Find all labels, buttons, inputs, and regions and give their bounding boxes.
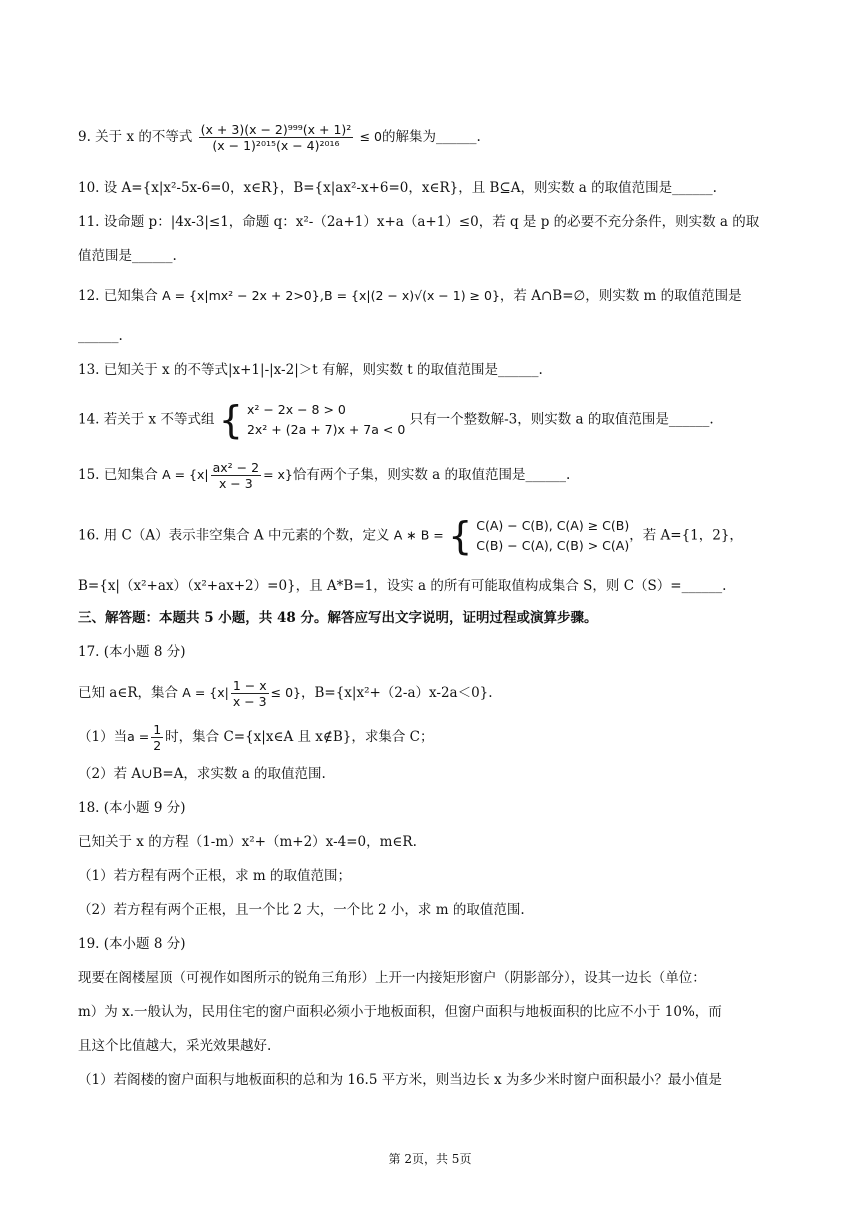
- fraction-numerator: 1 − x: [232, 678, 267, 693]
- fraction-denominator: 2: [153, 738, 162, 753]
- set-fraction: [231, 678, 269, 709]
- question-17-heading: 17. (本小题 8 分): [78, 644, 186, 660]
- question-14-tail: 只有一个整数解-3，则实数 a 的取值范围是______.: [409, 411, 714, 428]
- fraction-numerator: ax² − 2: [212, 460, 260, 475]
- set-prefix: A = {x|: [162, 467, 209, 482]
- fraction-numerator: 1: [153, 722, 162, 737]
- question-16-tail: ，若 A={1，2}，: [629, 527, 743, 544]
- question-9-tail: 的解集为______.: [382, 129, 481, 145]
- question-17-condition: [78, 678, 493, 709]
- question-10: 10. 设 A={x|x²-5x-6=0，x∈R}，B={x|ax²-x+6=0，x∈R}，且 B⊆A，则实数 a 的取值范围是______.: [78, 180, 717, 196]
- question-16-line-2: B={x|（x²+ax）（x²+ax+2）=0}，且 A*B=1，设实 a 的所有可能取值构成集合 S，则 C（S）=______.: [78, 578, 727, 594]
- question-17-part-2: （2）若 A∪B=A，求实数 a 的取值范围.: [78, 766, 326, 782]
- set-suffix: ≤ 0}: [270, 685, 301, 700]
- question-17-part-1: [78, 722, 434, 753]
- question-12-line-2: ______.: [78, 328, 123, 344]
- question-9-stem: 9. 关于 x 的不等式: [78, 129, 193, 145]
- inequality-row-1: x² − 2x − 8 > 0: [246, 402, 346, 417]
- question-13: 13. 已知关于 x 的不等式|x+1|-|x-2|＞t 有解，则实数 t 的取值范围是______.: [78, 362, 543, 378]
- question-15-stem: 15. 已知集合: [78, 467, 163, 483]
- condition-tail: ，B={x|x²+（2-a）x-2a＜0}.: [300, 685, 493, 701]
- set-a-expression: A = {x|mx² − 2x + 2>0}: [162, 288, 320, 303]
- question-15: [78, 460, 570, 491]
- piecewise-definition: { C(A) − C(B), C(A) ≥ C(B) C(B) − C(A), C(B) > C(A): [448, 514, 630, 558]
- fraction-numerator: (x + 3)(x − 2)⁹⁹⁹(x + 1)²: [200, 122, 352, 137]
- question-19-heading: 19. (本小题 8 分): [78, 936, 186, 952]
- part-1-tail: 时，集合 C={x|x∈A 且 x∉B}，求集合 C；: [165, 729, 434, 745]
- fraction-denominator: x − 3: [232, 694, 267, 709]
- question-18-part-1: （1）若方程有两个正根，求 m 的取值范围；: [78, 868, 351, 884]
- question-11-line-1: 11. 设命题 p：|4x-3|≤1，命题 q：x²-（2a+1）x+a（a+1）≤0，若 q 是 p 的必要不充分条件，则实数 a 的取: [78, 214, 760, 230]
- section-heading: 三、解答题：本题共 5 小题，共 48 分。解答应写出文字说明，证明过程或演算步骤。: [78, 610, 598, 626]
- set-b-expression: B = {x|(2 − x)√(x − 1) ≥ 0}: [324, 288, 500, 303]
- one-half-fraction: [151, 722, 163, 753]
- inequality-system: { x² − 2x − 8 > 0 2x² + (2a + 7)x + 7a < 0: [218, 398, 406, 442]
- question-19-body-1: 现要在阁楼屋顶（可视作如图所示的锐角三角形）上开一内接矩形窗户（阴影部分），设其一边长（单位：: [78, 970, 706, 986]
- question-12-stem: 12. 已知集合: [78, 288, 163, 304]
- question-15-tail: 恰有两个子集，则实数 a 的取值范围是______.: [292, 467, 571, 483]
- piecewise-row-2: C(B) − C(A), C(B) > C(A): [476, 538, 630, 553]
- question-16-stem: 16. 用 C（A）表示非空集合 A 中元素的个数，定义: [78, 527, 394, 544]
- inequality-row-2: 2x² + (2a + 7)x + 7a < 0: [246, 422, 406, 437]
- question-19-body-3: 且这个比值越大，采光效果越好.: [78, 1038, 272, 1054]
- question-19-part-1: （1）若阁楼的窗户面积与地板面积的总和为 16.5 平方米，则当边长 x 为多少米时窗户面积最小？最小值是: [78, 1072, 722, 1088]
- question-9: [78, 122, 481, 153]
- set-fraction: [211, 460, 261, 491]
- fraction-denominator: (x − 1)²⁰¹⁵(x − 4)²⁰¹⁶: [212, 138, 340, 153]
- question-12: [78, 286, 742, 306]
- question-18-condition: 已知关于 x 的方程（1-m）x²+（m+2）x-4=0，m∈R.: [78, 834, 417, 850]
- question-18-heading: 18. (本小题 9 分): [78, 800, 186, 816]
- question-11-line-2: 值范围是______.: [78, 248, 177, 264]
- question-14: [78, 400, 714, 440]
- question-16: [78, 516, 743, 556]
- part-1-prefix: （1）当: [78, 729, 128, 745]
- set-prefix: A = {x|: [182, 685, 229, 700]
- question-18-part-2: （2）若方程有两个正根，且一个比 2 大，一个比 2 小，求 m 的取值范围.: [78, 902, 525, 918]
- page-number: 第 2页，共 5页: [388, 1152, 472, 1166]
- a-equals: a =: [127, 729, 150, 744]
- set-suffix: = x}: [263, 467, 293, 482]
- question-12-tail: ，若 A∩B=∅，则实数 m 的取值范围是: [499, 288, 742, 304]
- relation-symbol: ≤ 0: [359, 129, 382, 144]
- condition-stem: 已知 a∈R，集合: [78, 685, 183, 701]
- question-9-fraction: [199, 122, 354, 153]
- separator: ,: [319, 288, 325, 304]
- fraction-denominator: x − 3: [218, 476, 253, 491]
- piecewise-row-1: C(A) − C(B), C(A) ≥ C(B): [476, 518, 630, 533]
- definition-lhs: A ∗ B =: [393, 527, 444, 543]
- question-19-body-2: m）为 x.一般认为，民用住宅的窗户面积必须小于地板面积，但窗户面积与地板面积的比应不小于 10%，而: [78, 1004, 722, 1020]
- question-14-stem: 14. 若关于 x 不等式组: [78, 411, 215, 428]
